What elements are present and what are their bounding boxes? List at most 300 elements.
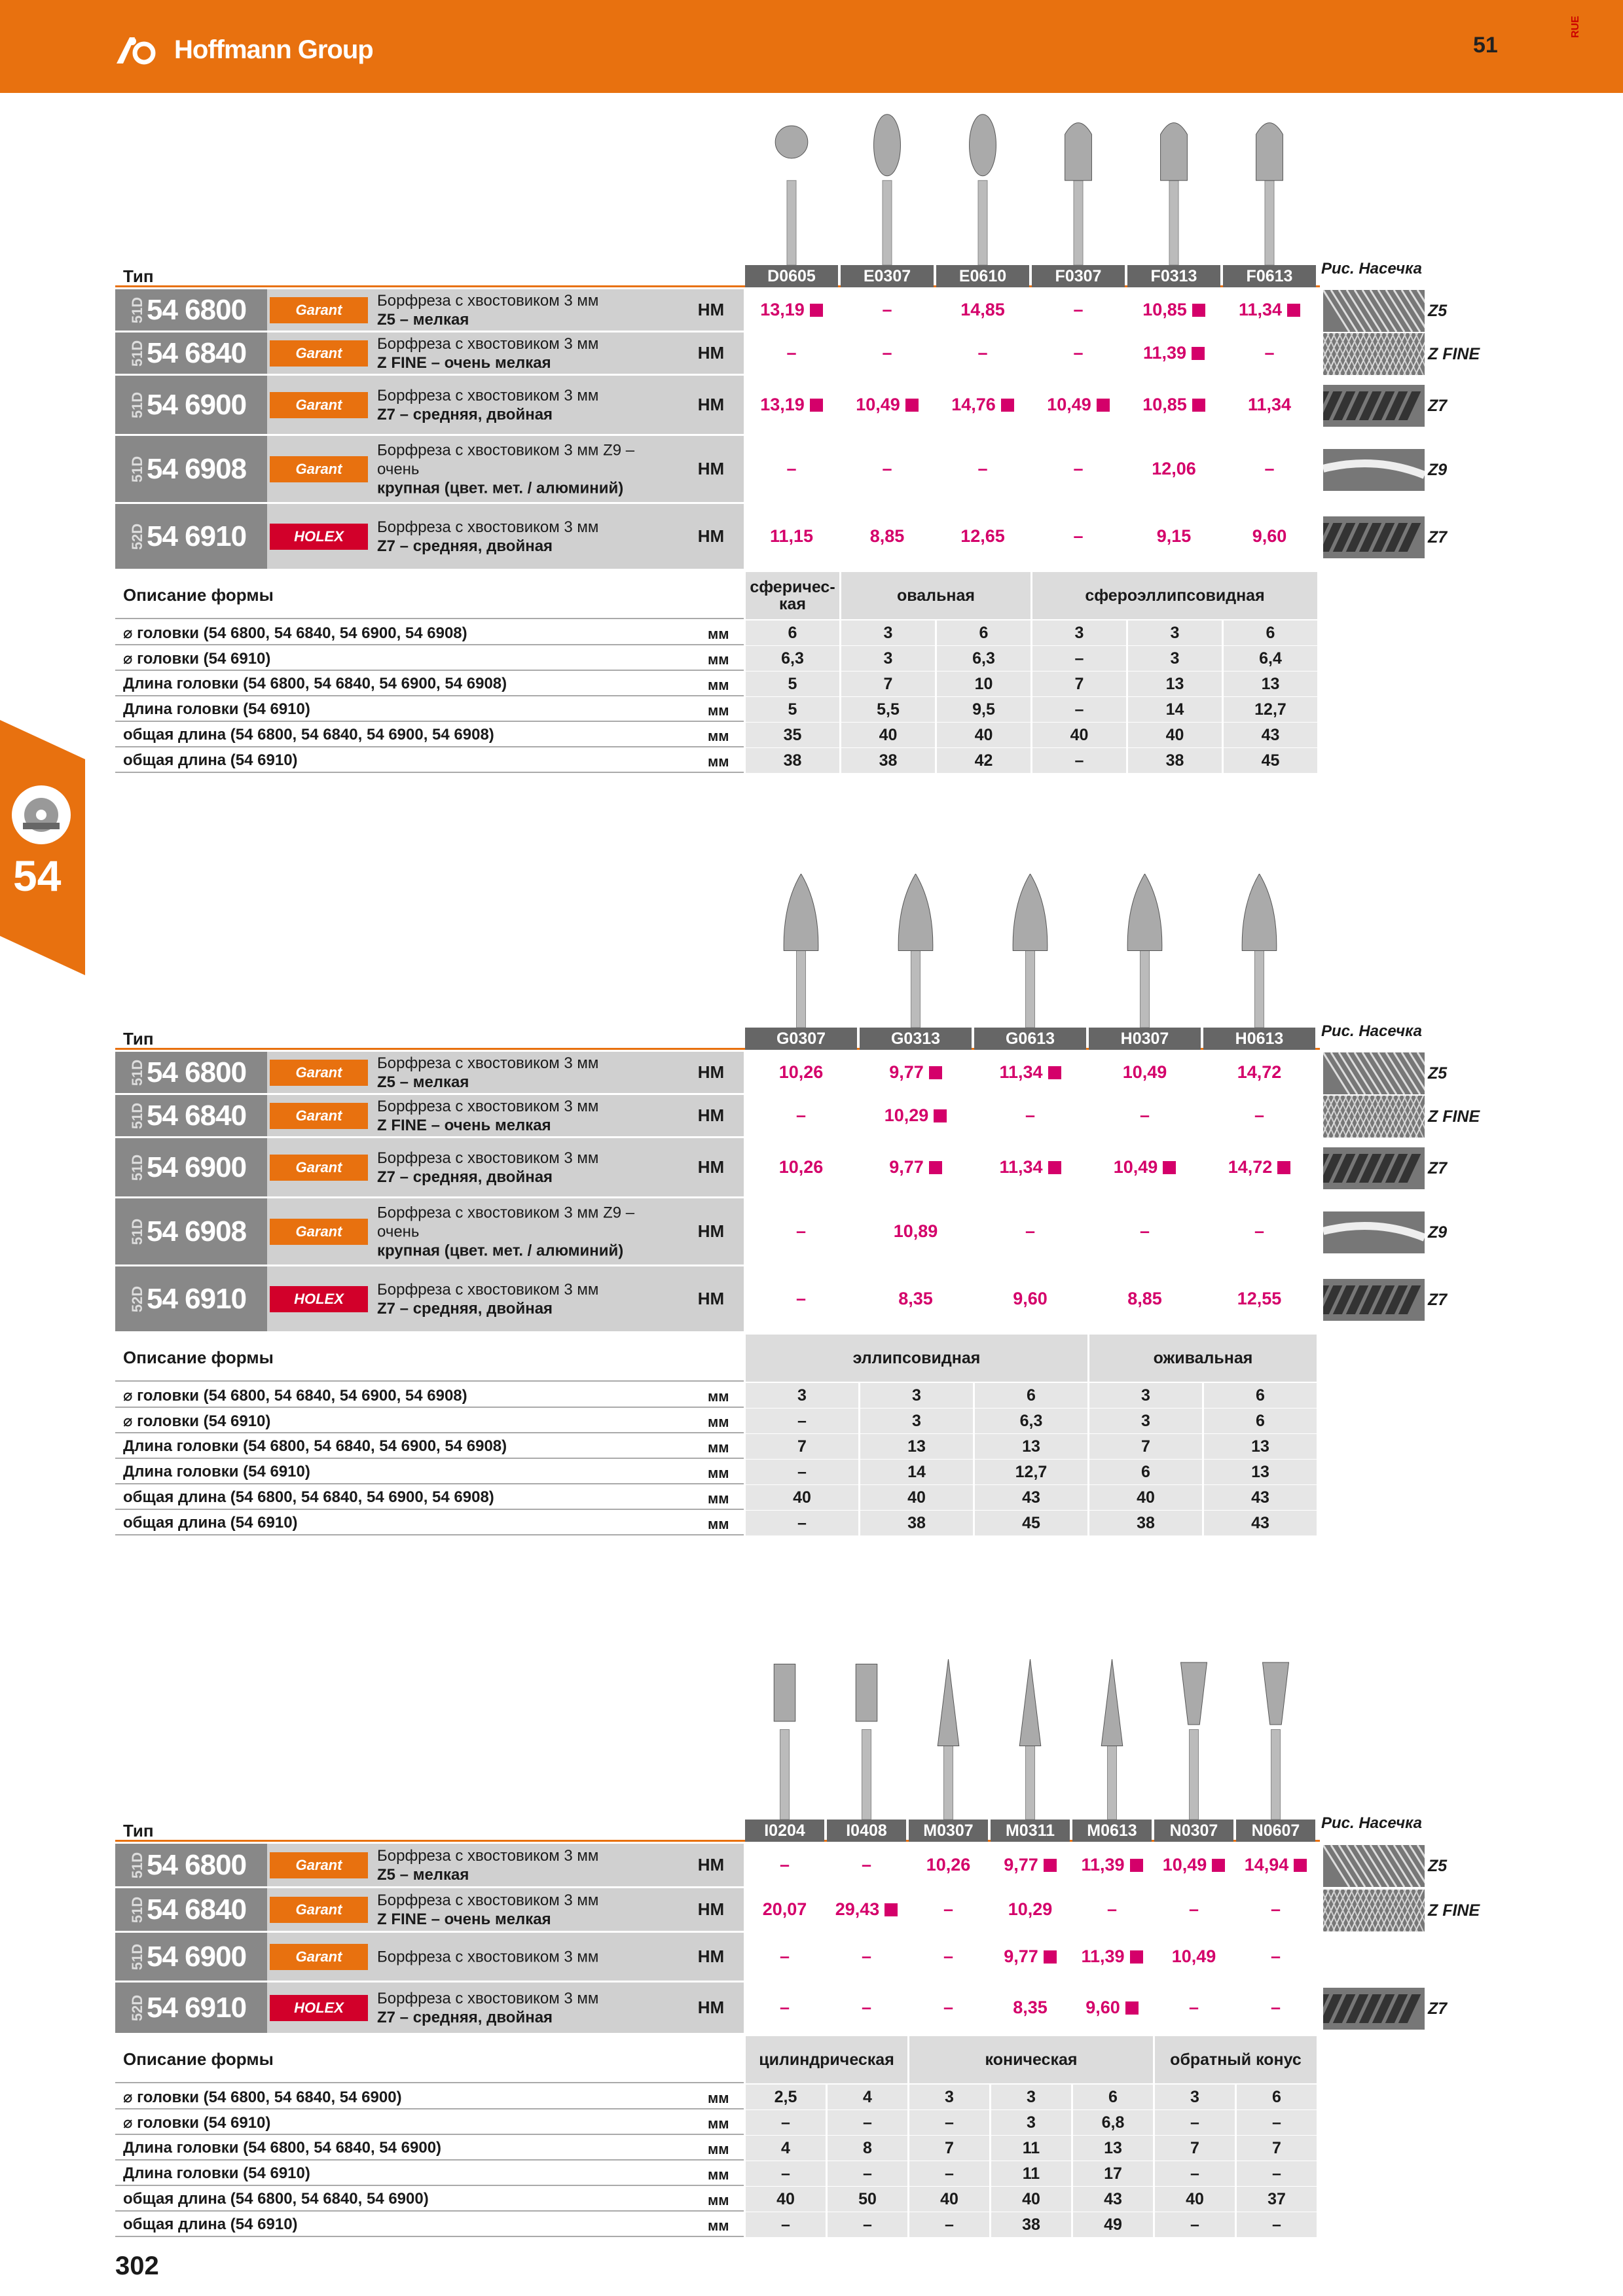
spec-unit: мм (708, 1490, 729, 1507)
price-cell[interactable] (1153, 1844, 1235, 1886)
article-number[interactable]: 54 6900 (147, 1151, 247, 1183)
price-value: 12,06 (1152, 459, 1196, 478)
spec-value: 3 (907, 2085, 989, 2109)
chapter-tab[interactable] (0, 720, 85, 975)
price-cell[interactable] (1126, 289, 1222, 331)
price-cells (744, 1888, 1316, 1931)
price-cell[interactable] (744, 1888, 826, 1931)
price-cells (744, 1052, 1316, 1093)
notch-label: Z7 (1428, 1159, 1448, 1177)
product-row[interactable] (115, 1198, 1316, 1266)
product-row[interactable] (115, 376, 1316, 436)
price-cell[interactable] (858, 1052, 973, 1093)
price-cells (744, 332, 1316, 374)
price-cell[interactable] (1087, 1266, 1202, 1331)
spec-value: 13 (1202, 1460, 1317, 1484)
garant-logo: Garant (270, 456, 368, 482)
price-value: 10,29 (1008, 1899, 1053, 1919)
price-cell[interactable] (826, 1844, 907, 1886)
price-cell[interactable] (744, 1844, 826, 1886)
price-cell[interactable] (1030, 289, 1126, 331)
material-code: HM (678, 504, 744, 569)
type-code[interactable]: N0307 (1154, 1820, 1233, 1842)
column-divider (1030, 376, 1032, 434)
product-row[interactable] (115, 1138, 1316, 1198)
price-value: – (861, 1946, 872, 1966)
price-cell[interactable] (858, 1138, 973, 1196)
price-cell[interactable] (1202, 1138, 1317, 1196)
notch-sample (1323, 1279, 1448, 1321)
price-cell[interactable] (744, 1198, 858, 1265)
notch-image (1323, 1147, 1425, 1189)
product-row[interactable] (115, 1844, 1316, 1888)
garant-logo: Garant (270, 1944, 368, 1970)
price-cell[interactable] (858, 1095, 973, 1136)
column-divider (934, 376, 936, 434)
spec-value: 11 (989, 2136, 1071, 2161)
price-cell[interactable] (1153, 1933, 1235, 1981)
spec-row (115, 723, 1316, 747)
price-cell[interactable] (1126, 436, 1222, 502)
product-row[interactable] (115, 436, 1316, 504)
material-code: HM (678, 1052, 744, 1093)
price-cell[interactable] (744, 289, 839, 331)
material-code: HM (678, 1266, 744, 1331)
price-cell[interactable] (744, 1933, 826, 1981)
net-price-marker-icon (810, 399, 823, 412)
material-code: HM (678, 332, 744, 374)
price-cell[interactable] (744, 376, 839, 434)
spec-value: 38 (1087, 1511, 1202, 1535)
notch-label: Z5 (1428, 302, 1448, 320)
price-cell[interactable] (858, 1266, 973, 1331)
spec-value: 49 (1071, 2212, 1153, 2237)
article-prefix: 51D (129, 1896, 146, 1923)
price-cell[interactable] (1235, 1844, 1317, 1886)
column-divider (858, 1266, 860, 1331)
spec-label: ⌀ головки (54 6800, 54 6840, 54 6900) (123, 2089, 402, 2106)
material-code: HM (678, 289, 744, 331)
spec-value: 40 (935, 723, 1030, 747)
price-cell[interactable] (1030, 504, 1126, 569)
spec-unit: мм (708, 2115, 729, 2132)
burr-image (1030, 111, 1126, 265)
article-number[interactable]: 54 6910 (147, 1991, 247, 2024)
article-prefix: 51D (129, 296, 146, 323)
column-divider (1030, 289, 1032, 331)
price-cell[interactable] (1087, 1095, 1202, 1136)
product-row[interactable] (115, 1888, 1316, 1933)
material-code: HM (678, 376, 744, 434)
type-code[interactable]: N0607 (1236, 1820, 1315, 1842)
product-row[interactable] (115, 1982, 1316, 2035)
price-cell[interactable] (1202, 1095, 1317, 1136)
article-prefix: 51D (129, 340, 146, 367)
column-divider (858, 1052, 860, 1093)
notch-sample (1323, 1890, 1480, 1931)
description-line-2: Z FINE – очень мелкая (377, 1116, 551, 1134)
price-cell[interactable] (744, 1052, 858, 1093)
price-value: 10,49 (1113, 1157, 1158, 1177)
burr-image (935, 111, 1030, 265)
tool-images (744, 98, 1317, 265)
price-value: – (795, 1289, 807, 1308)
price-cell[interactable] (1222, 376, 1317, 434)
price-cell[interactable] (1071, 1888, 1153, 1931)
price-value: 11,39 (1081, 1855, 1125, 1874)
notch-label: Z7 (1428, 2000, 1448, 2018)
price-cell[interactable] (973, 1198, 1087, 1265)
price-value: 12,55 (1237, 1289, 1282, 1308)
spec-value: 40 (907, 2187, 989, 2212)
price-cell[interactable] (1087, 1052, 1202, 1093)
article-number[interactable]: 54 6800 (147, 1056, 247, 1088)
notch-sample (1323, 1052, 1448, 1094)
price-cell[interactable] (989, 1888, 1071, 1931)
price-cell[interactable] (989, 1844, 1071, 1886)
price-value: 11,34 (999, 1157, 1043, 1177)
spec-row (115, 1485, 1316, 1510)
spec-value: 6,4 (1222, 646, 1317, 671)
column-divider (1030, 436, 1032, 502)
product-row[interactable] (115, 1266, 1316, 1333)
price-cell[interactable] (744, 504, 839, 569)
spec-unit: мм (708, 702, 729, 719)
price-cell[interactable] (1126, 376, 1222, 434)
article-cell (115, 289, 267, 331)
spec-value: 6 (935, 620, 1030, 645)
price-value: – (1270, 1899, 1281, 1919)
type-code[interactable]: F0307 (1032, 265, 1125, 287)
price-cell[interactable] (826, 1982, 907, 2033)
price-cell[interactable] (744, 1138, 858, 1196)
language-code: RUE (1570, 16, 1581, 38)
column-divider (907, 1888, 909, 1931)
price-cell[interactable] (907, 1982, 989, 2033)
notch-label: Z9 (1428, 1223, 1448, 1242)
price-cell[interactable] (839, 289, 935, 331)
spec-value: – (744, 1460, 858, 1484)
notch-label: Z FINE (1428, 1107, 1480, 1126)
article-number[interactable]: 54 6800 (147, 293, 247, 326)
price-value: – (1264, 459, 1275, 478)
spec-value: 6 (1222, 620, 1317, 645)
article-cell (115, 1198, 267, 1265)
notch-label: Z7 (1428, 397, 1448, 415)
price-cell[interactable] (1235, 1888, 1317, 1931)
spec-value: – (744, 2161, 826, 2186)
type-code[interactable]: M0311 (991, 1820, 1070, 1842)
spec-value: – (744, 2212, 826, 2237)
spec-value: – (744, 1511, 858, 1535)
article-cell (115, 1095, 267, 1136)
spec-row (115, 1383, 1316, 1408)
spec-value: 45 (1222, 748, 1317, 773)
garant-logo: Garant (270, 340, 368, 367)
spec-value: 6 (973, 1383, 1087, 1408)
column-divider (839, 289, 841, 331)
article-number[interactable]: 54 6840 (147, 1099, 247, 1132)
spec-label: общая длина (54 6800, 54 6840, 54 6900) (123, 2190, 429, 2208)
price-cell[interactable] (839, 436, 935, 502)
shape-description-label: Описание формы (123, 1348, 274, 1367)
product-row[interactable] (115, 332, 1316, 376)
spec-value: 14 (858, 1460, 973, 1484)
article-number[interactable]: 54 6908 (147, 1215, 247, 1247)
type-code[interactable]: M0613 (1072, 1820, 1152, 1842)
price-cell[interactable] (1202, 1052, 1317, 1093)
brand-logo[interactable] (115, 34, 373, 65)
price-value: 10,49 (1122, 1062, 1167, 1082)
price-cell[interactable] (744, 1266, 858, 1331)
price-cell[interactable] (1087, 1198, 1202, 1265)
burr-image (1153, 1656, 1235, 1820)
article-cell (115, 436, 267, 502)
price-cell[interactable] (1030, 332, 1126, 374)
notch-sample (1323, 385, 1448, 427)
price-value: 11,34 (999, 1062, 1043, 1082)
price-cell[interactable] (989, 1933, 1071, 1981)
shape-group: сферичес- кая (744, 572, 839, 619)
price-cell[interactable] (744, 436, 839, 502)
price-cell[interactable] (973, 1138, 1087, 1196)
type-code[interactable]: F0313 (1127, 265, 1220, 287)
type-code[interactable]: I0408 (827, 1820, 906, 1842)
spec-value: – (1235, 2110, 1317, 2135)
price-cell[interactable] (858, 1198, 973, 1265)
price-cell[interactable] (1071, 1982, 1153, 2033)
spec-unit: мм (708, 2166, 729, 2183)
burr-image (744, 1656, 826, 1820)
price-value: 14,85 (960, 300, 1005, 319)
type-code[interactable]: E0307 (841, 265, 934, 287)
price-cell[interactable] (1071, 1933, 1153, 1981)
price-cell[interactable] (1153, 1982, 1235, 2033)
article-number[interactable]: 54 6910 (147, 1282, 247, 1315)
column-divider (1234, 1888, 1236, 1931)
article-cell (115, 1888, 267, 1931)
shape-group: цилиндрическая (744, 2036, 907, 2083)
spec-row (115, 2136, 1316, 2161)
article-cell (115, 1982, 267, 2033)
product-section (115, 1643, 1621, 2265)
price-value: 14,72 (1237, 1062, 1282, 1082)
type-code[interactable]: H0307 (1089, 1028, 1201, 1050)
article-number[interactable]: 54 6840 (147, 336, 247, 369)
notch-image (1323, 449, 1425, 491)
product-row[interactable] (115, 1095, 1316, 1138)
price-value: 10,26 (778, 1062, 824, 1082)
price-value: 10,49 (856, 395, 900, 414)
notch-image (1323, 1052, 1425, 1094)
notch-image (1323, 1279, 1425, 1321)
spec-value: 7 (907, 2136, 989, 2161)
spec-value: – (744, 2110, 826, 2135)
article-cell (115, 332, 267, 374)
price-cell[interactable] (1030, 376, 1126, 434)
price-cells (744, 1095, 1316, 1136)
article-number[interactable]: 54 6910 (147, 520, 247, 552)
price-value: 10,89 (893, 1221, 938, 1241)
type-code[interactable]: G0613 (974, 1028, 1086, 1050)
price-cell[interactable] (1126, 332, 1222, 374)
shape-group: обратный конус (1153, 2036, 1317, 2083)
spec-label: Длина головки (54 6800, 54 6840, 54 6900, 54 6908) (123, 1437, 507, 1455)
price-value: 20,07 (762, 1899, 807, 1919)
net-price-marker-icon (929, 1066, 942, 1079)
type-code[interactable]: G0313 (860, 1028, 972, 1050)
spec-value: 43 (1202, 1511, 1317, 1535)
price-cell[interactable] (1222, 332, 1317, 374)
spec-value: 35 (744, 723, 839, 747)
price-cell[interactable] (839, 504, 935, 569)
article-number[interactable]: 54 6900 (147, 388, 247, 421)
column-divider (1030, 332, 1032, 374)
type-code[interactable]: F0613 (1223, 265, 1316, 287)
price-cell[interactable] (935, 504, 1030, 569)
spec-row (115, 2110, 1316, 2135)
price-cell[interactable] (839, 332, 935, 374)
price-value: 11,15 (769, 526, 814, 546)
price-cell[interactable] (744, 332, 839, 374)
price-cell[interactable] (989, 1982, 1071, 2033)
spec-row (115, 2212, 1316, 2237)
price-value: – (1073, 526, 1084, 546)
notch-header: Рис. Насечка (1321, 1022, 1422, 1040)
holex-logo: HOLEX (270, 524, 368, 550)
column-divider (1030, 504, 1032, 569)
spec-row (115, 672, 1316, 696)
spec-value: 7 (1087, 1434, 1202, 1459)
spec-value: 5 (744, 697, 839, 722)
column-divider (1125, 289, 1127, 331)
price-value: – (779, 1855, 790, 1874)
column-divider (1087, 1198, 1089, 1265)
price-cell[interactable] (1126, 504, 1222, 569)
spec-value: 6 (1071, 2085, 1153, 2109)
spec-value: 13 (1222, 672, 1317, 696)
notch-sample (1323, 1147, 1448, 1189)
spec-value: 6,3 (935, 646, 1030, 671)
notch-sample (1323, 1988, 1448, 2030)
spec-value: 40 (744, 1485, 858, 1510)
price-cell[interactable] (1202, 1266, 1317, 1331)
tool-images (744, 861, 1317, 1028)
price-cell[interactable] (826, 1888, 907, 1931)
article-number[interactable]: 54 6908 (147, 452, 247, 485)
price-cell[interactable] (907, 1888, 989, 1931)
price-cell[interactable] (973, 1095, 1087, 1136)
type-code[interactable]: G0307 (745, 1028, 857, 1050)
product-description (377, 1891, 665, 1929)
column-divider (907, 1933, 909, 1981)
price-cells (744, 1198, 1316, 1265)
price-value: 9,77 (889, 1157, 924, 1177)
price-cells (744, 1138, 1316, 1196)
type-header-row (115, 1022, 1422, 1050)
price-cell[interactable] (935, 436, 1030, 502)
net-price-marker-icon (1287, 304, 1300, 317)
price-cell[interactable] (1235, 1982, 1317, 2033)
spec-value: 3 (989, 2085, 1071, 2109)
spec-label: общая длина (54 6910) (123, 1514, 298, 1532)
price-cell[interactable] (1222, 504, 1317, 569)
description-line-2: Z7 – средняя, двойная (377, 537, 553, 555)
spec-value: 6,3 (973, 1408, 1087, 1433)
burr-image (989, 1656, 1071, 1820)
price-cell[interactable] (744, 1095, 858, 1136)
column-divider (1221, 332, 1223, 374)
chapter-tab-shape (0, 720, 85, 975)
notch-header: Рис. Насечка (1321, 260, 1422, 278)
notch-image (1323, 333, 1425, 375)
price-value: – (882, 300, 892, 319)
product-row[interactable] (115, 1933, 1316, 1982)
spec-label: ⌀ головки (54 6910) (123, 2114, 271, 2132)
price-cell[interactable] (826, 1933, 907, 1981)
spec-unit: мм (708, 626, 729, 642)
spec-unit: мм (708, 728, 729, 744)
column-divider (1201, 1052, 1203, 1093)
spec-value: 3 (1030, 620, 1126, 645)
spec-value: 7 (1153, 2136, 1235, 2161)
article-number[interactable]: 54 6840 (147, 1893, 247, 1926)
net-price-marker-icon (934, 1109, 947, 1122)
article-number[interactable]: 54 6900 (147, 1940, 247, 1973)
spec-value: – (1235, 2161, 1317, 2186)
column-divider (1221, 504, 1223, 569)
description-line-2: Z FINE – очень мелкая (377, 353, 551, 372)
price-value: 9,60 (1252, 526, 1287, 546)
net-price-marker-icon (1048, 1161, 1061, 1174)
price-cell[interactable] (1202, 1198, 1317, 1265)
price-cell[interactable] (744, 1982, 826, 2033)
price-cell[interactable] (1235, 1933, 1317, 1981)
product-row[interactable] (115, 504, 1316, 571)
type-code[interactable]: E0610 (936, 265, 1029, 287)
price-cell[interactable] (839, 376, 935, 434)
price-value: – (1188, 1998, 1199, 2017)
price-cell[interactable] (1071, 1844, 1153, 1886)
price-cell[interactable] (1087, 1138, 1202, 1196)
column-divider (839, 436, 841, 502)
article-cell (115, 376, 267, 434)
price-cell[interactable] (1030, 436, 1126, 502)
price-cell[interactable] (935, 289, 1030, 331)
header-bar (0, 0, 1623, 93)
article-number[interactable]: 54 6800 (147, 1848, 247, 1881)
type-code[interactable]: D0605 (745, 265, 838, 287)
price-cell[interactable] (1222, 436, 1317, 502)
type-code[interactable]: M0307 (909, 1820, 988, 1842)
spec-row (115, 697, 1316, 722)
spec-unit: мм (708, 2141, 729, 2157)
product-row[interactable] (115, 1052, 1316, 1095)
price-cell[interactable] (1222, 289, 1317, 331)
spec-label: ⌀ головки (54 6910) (123, 1412, 271, 1430)
price-cell[interactable] (907, 1933, 989, 1981)
price-cell[interactable] (935, 376, 1030, 434)
description-line-1: Борфреза с хвостовиком 3 мм Z9 – очень (377, 441, 635, 478)
price-cell[interactable] (1153, 1888, 1235, 1931)
type-code[interactable]: I0204 (745, 1820, 824, 1842)
type-code[interactable]: H0613 (1203, 1028, 1315, 1050)
product-row[interactable] (115, 289, 1316, 332)
price-cell[interactable] (973, 1266, 1087, 1331)
price-cell[interactable] (935, 332, 1030, 374)
price-cell[interactable] (907, 1844, 989, 1886)
price-cell[interactable] (973, 1052, 1087, 1093)
